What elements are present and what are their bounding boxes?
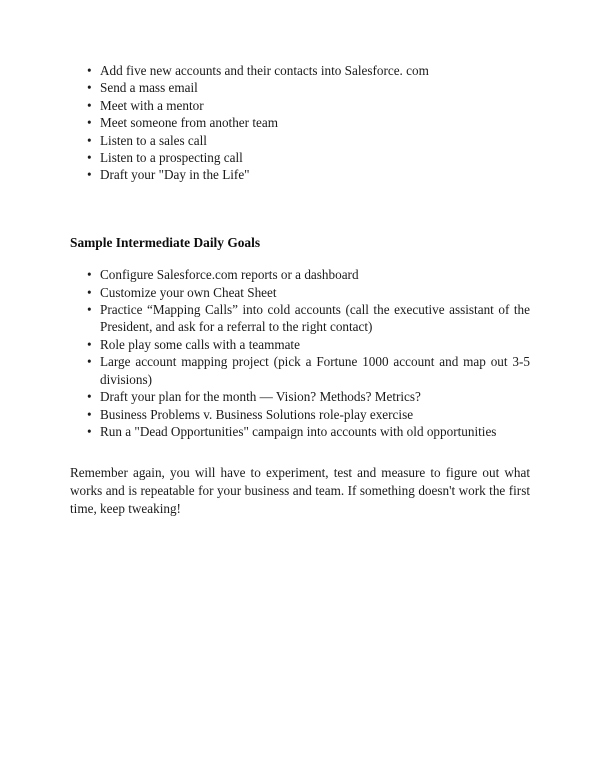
spacer	[70, 251, 530, 266]
list-item: • Meet with a mentor	[70, 97, 530, 114]
intermediate-goals-list	[70, 266, 530, 440]
spacer	[70, 440, 530, 464]
list-item: • Add five new accounts and their contacts into Salesforce. com	[70, 62, 530, 79]
list-item: • Customize your own Cheat Sheet	[70, 284, 530, 301]
list-item: • Send a mass email	[70, 79, 530, 96]
list-item: • Large account mapping project (pick a Fortune 1000 account and map out 3-5 divisions)	[70, 353, 530, 388]
document-content	[70, 62, 530, 517]
list-item: • Listen to a prospecting call	[70, 149, 530, 166]
list-item: • Draft your "Day in the Life"	[70, 166, 530, 183]
spacer	[70, 184, 530, 234]
list-item: • Role play some calls with a teammate	[70, 336, 530, 353]
beginner-goals-list	[70, 62, 530, 184]
list-item: • Configure Salesforce.com reports or a dashboard	[70, 266, 530, 283]
list-item: • Run a "Dead Opportunities" campaign into accounts with old opportunities	[70, 423, 530, 440]
section-heading: Sample Intermediate Daily Goals	[70, 234, 261, 250]
list-item: • Listen to a sales call	[70, 132, 530, 149]
list-item: • Draft your plan for the month — Vision? Methods? Metrics?	[70, 388, 530, 405]
closing-paragraph: Remember again, you will have to experiment, test and measure to figure out what works and is repeatable for your business and team. If something doesn't work the first time, keep tweaking!	[70, 465, 530, 516]
list-item: • Practice “Mapping Calls” into cold accounts (call the executive assistant of the President, and ask for a referral to the right contact)	[70, 301, 530, 336]
list-item: • Business Problems v. Business Solutions role-play exercise	[70, 406, 530, 423]
list-item: • Meet someone from another team	[70, 114, 530, 131]
